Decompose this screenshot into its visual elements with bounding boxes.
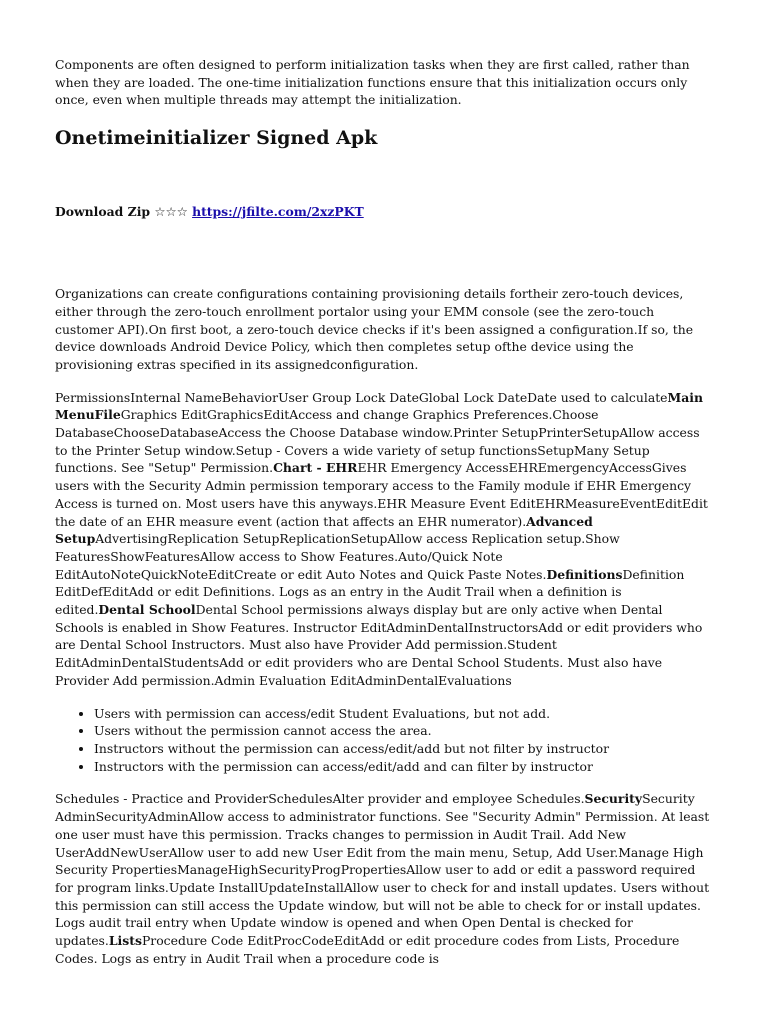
permissions-paragraph xyxy=(55,389,715,690)
permissions-text-6: Dental School permissions always display but are only active when Dental Schools is enabled in Show Features. Instructor EditAdminDentalInstructorsAdd or edit providers who are Dental School Instructors. Must also have Provider Add permission.Student EditAdminDentalStudentsAdd or edit providers who are Dental School Students. Must also have Provider Add permission.Admin Evaluation EditAdminDentalEvaluations xyxy=(55,602,703,688)
schedules-text-3: Procedure Code EditProcCodeEditAdd or edit procedure codes from Lists, Procedure Codes. Logs as entry in Audit Trail when a procedure code is xyxy=(55,933,680,966)
list-item: • Users without the permission cannot access the area. xyxy=(94,722,715,740)
list-item: • Instructors with the permission can access/edit/add and can filter by instructor xyxy=(94,758,715,776)
permissions-text-2: Graphics EditGraphicsEditAccess and change Graphics Preferences.Choose DatabaseChooseDatabaseAccess the Choose Database window.Printer SetupPrinterSetupAllow access to the Printer Setup window.Setup - Covers a wide variety of setup functionsSetupMany Setup functions. See "Setup" Permission. xyxy=(55,407,700,476)
download-line xyxy=(55,203,715,221)
download-arrows-icon: ☆☆☆ xyxy=(154,204,188,220)
schedules-text-2: Security AdminSecurityAdminAllow access to administrator functions. See "Security Admin" Permission. At least one user must have this permission. Tracks changes to permission in Audit Trail. Add New UserAddNewUserAllow user to add new User Edit from the main menu, Setup, Add User.Manage High Security PropertiesManageHighSecurityProgPropertiesAllow user to add or edit a password required for program links.Update InstallUpdateInstallAllow user to check for and install updates. Users without this permission can still access the Update window, but will not be able to check for or install updates. Logs audit trail entry when Update window is opened and when Open Dental is checked for updates. xyxy=(55,791,710,949)
permissions-text-1: PermissionsInternal NameBehaviorUser Group Lock DateGlobal Lock DateDate used to calculate xyxy=(55,389,668,405)
schedules-paragraph xyxy=(55,790,715,967)
permissions-heading-main-menu: Main MenuFile xyxy=(55,389,703,423)
list-item: • Instructors without the permission can access/edit/add but not filter by instructor xyxy=(94,740,715,758)
permissions-text-4: AdvertisingReplication SetupReplicationSetupAllow access Replication setup.Show FeaturesShowFeaturesAllow access to Show Features.Auto/Quick Note EditAutoNoteQuickNoteEditCreate or edit Auto Notes and Quick Paste Notes. xyxy=(55,531,620,582)
schedules-heading-security: Security xyxy=(584,791,643,807)
permissions-text-3: EHR Emergency AccessEHREmergencyAccessGives users with the Security Admin permission temporary access to the Family module if EHR Emergency Access is turned on. Most users have this anyways.EHR Measure Event EditEHRMeasureEventEditEdit the date of an EHR measure event (action that affects an EHR numerator). xyxy=(55,460,708,529)
permissions-heading-advanced-setup: Advanced Setup xyxy=(55,513,593,547)
download-label: Download Zip xyxy=(55,204,151,220)
evaluation-bullet-list xyxy=(55,705,715,776)
permissions-heading-definitions: Definitions xyxy=(546,566,623,582)
schedules-heading-lists: Lists xyxy=(108,933,142,949)
schedules-text-1: Schedules - Practice and ProviderSchedulesAlter provider and employee Schedules. xyxy=(55,791,585,807)
download-link[interactable]: https://jfilte.com/2xzPKT xyxy=(192,204,364,220)
list-item: • Users with permission can access/edit Student Evaluations, but not add. xyxy=(94,705,715,723)
permissions-heading-dental-school: Dental School xyxy=(98,602,196,618)
page-title: Onetimeinitializer Signed Apk xyxy=(55,127,378,150)
permissions-text-5: Definition EditDefEditAdd or edit Definitions. Logs as an entry in the Audit Trail when a definition is edited. xyxy=(55,566,685,618)
organizations-paragraph: Organizations can create configurations containing provisioning details fortheir zero-touch devices, either through the zero-touch enrollment portalor using your EMM console (see the zero-touch customer API).On first boot, a zero-touch device checks if it's been assigned a configuration.If so, the device downloads Android Device Policy, which then completes setup ofthe device using the provisioning extras specified in its assignedconfiguration. xyxy=(55,286,694,372)
intro-paragraph: Components are often designed to perform initialization tasks when they are first called, rather than when they are loaded. The one-time initialization functions ensure that this initialization occurs only once, even when multiple threads may attempt the initialization. xyxy=(55,57,690,108)
permissions-heading-chart-ehr: Chart - EHR xyxy=(273,460,358,476)
